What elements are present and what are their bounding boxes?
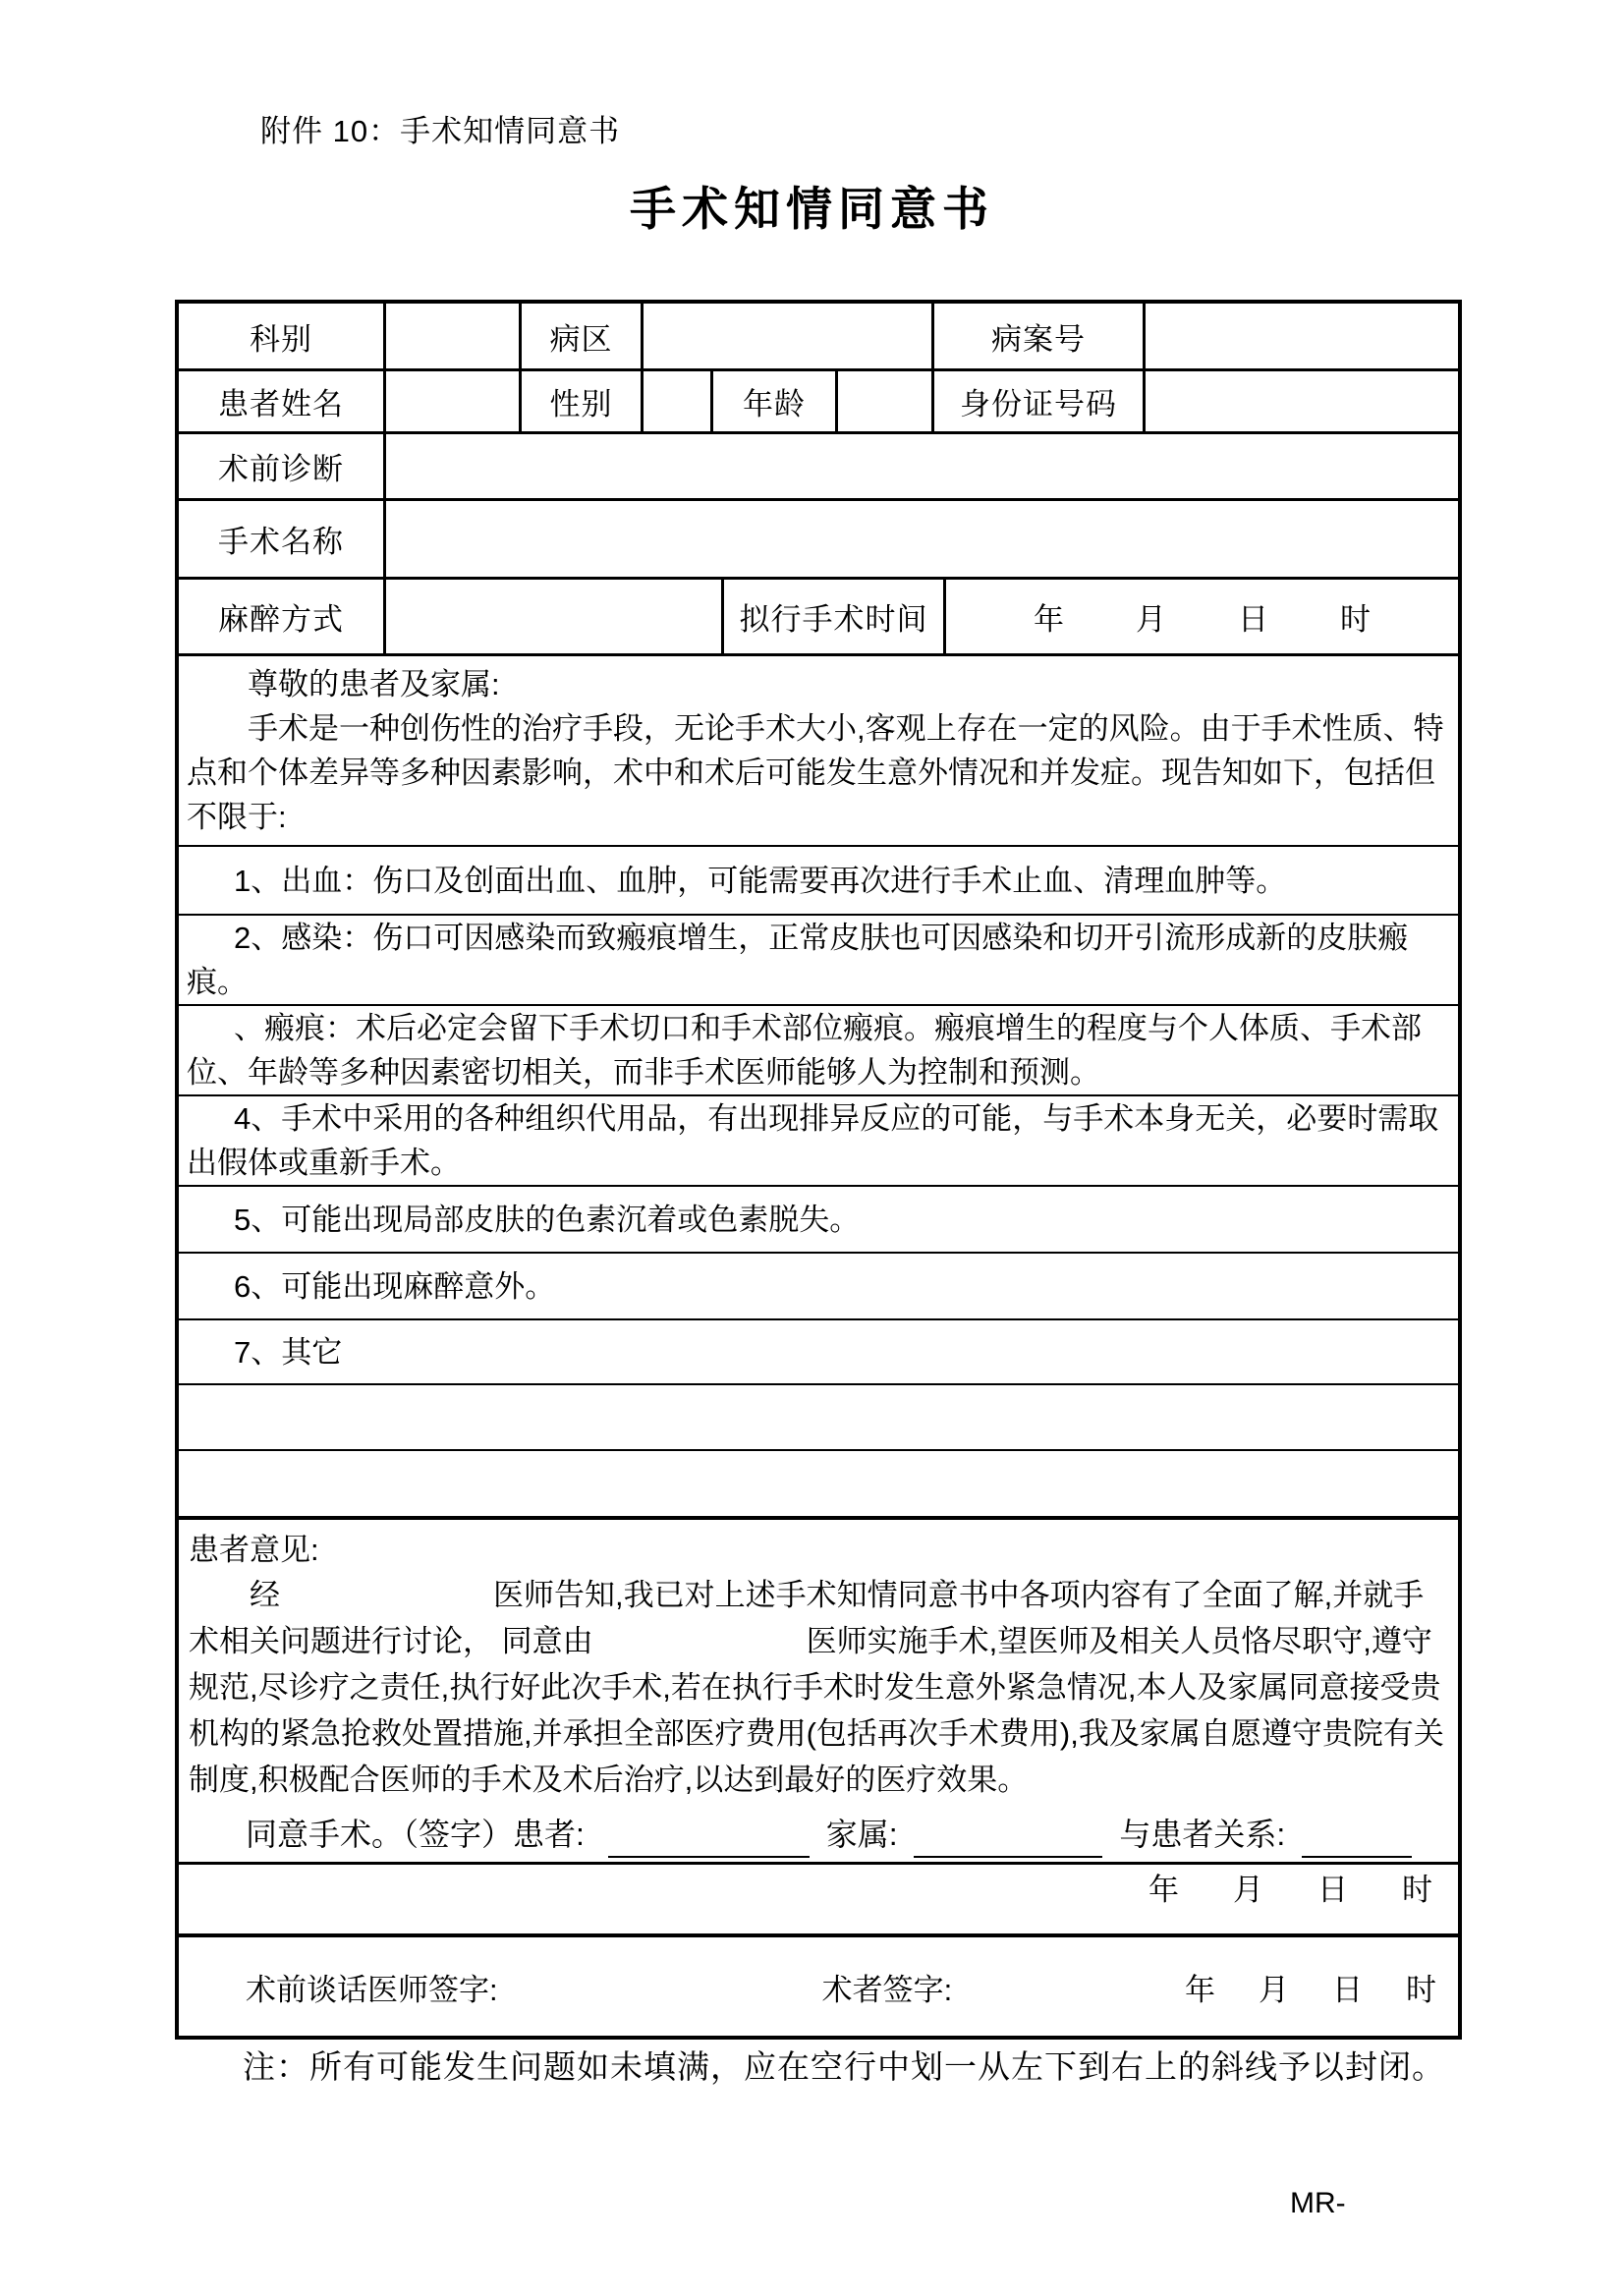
patient-name-input-cell[interactable] [383, 371, 519, 431]
hour-placeholder: 时 [1402, 1873, 1432, 1907]
attachment-label: 附件 10：手术知情同意书 [260, 114, 621, 148]
month-placeholder: 月 [1259, 1972, 1289, 2007]
risk-item-2: 2、感染：伤口可因感染而致瘢痕增生，正常皮肤也可因感染和切开引流形成新的皮肤瘢痕。 [187, 921, 1409, 999]
dept-label: 科别 [250, 321, 312, 357]
risk-item-row [179, 1004, 1458, 1094]
risk-item-row [179, 914, 1458, 1004]
anesthesia-label: 麻醉方式 [218, 602, 344, 637]
hour-placeholder: 时 [1406, 1972, 1436, 2007]
year-placeholder: 年 [1185, 1972, 1215, 2007]
row-patient-identity [179, 368, 1458, 431]
month-placeholder: 月 [1136, 602, 1166, 637]
risk-item-1: 1、出血：伤口及创面出血、血肿，可能需要再次进行手术止血、清理血肿等。 [234, 863, 1287, 898]
gender-input-cell[interactable] [641, 371, 710, 431]
notice-intro-paragraph: 手术是一种创伤性的治疗手段，无论手术大小,客观上存在一定的风险。由于手术性质、特点和个体差异等多种因素影响，术中和术后可能发生意外情况和并发症。现告知如下，包括但不限于: [187, 711, 1444, 834]
ward-input-cell[interactable] [641, 304, 931, 368]
consent-signature-line [246, 1811, 1448, 1858]
row-patient-opinion [179, 1516, 1458, 1862]
patient-signature-line[interactable] [608, 1819, 810, 1858]
empty-fill-cell-2[interactable] [179, 1451, 1458, 1516]
patient-name-label: 患者姓名 [218, 387, 344, 421]
row-surgery-name [179, 498, 1458, 577]
risk-item-3: 、瘢痕：术后必定会留下手术切口和手术部位瘢痕。瘢痕增生的程度与个人体质、手术部位、年龄等多种因素密切相关，而非手术医师能够人为控制和预测。 [187, 1011, 1422, 1090]
id-number-label: 身份证号码 [931, 371, 1143, 431]
ward-label: 病区 [519, 304, 641, 368]
empty-fill-row[interactable] [179, 1449, 1458, 1516]
patient-opinion-label: 患者意见: [189, 1533, 319, 1567]
notice-greeting: 尊敬的患者及家属: [248, 667, 500, 701]
hour-placeholder: 时 [1340, 602, 1371, 637]
gender-label: 性别 [519, 371, 641, 431]
risk-item-4: 4、手术中采用的各种组织代用品，有出现排异反应的可能，与手术本身无关，必要时需取出假体或重新手术。 [187, 1101, 1439, 1180]
consent-prefix: 同意手术。（签字）患者: [246, 1817, 585, 1852]
risk-item-5: 5、可能出现局部皮肤的色素沉着或色素脱失。 [234, 1202, 861, 1237]
risk-item-row [179, 845, 1458, 914]
surgery-name-label: 手术名称 [218, 525, 344, 559]
risk-item-6: 6、可能出现麻醉意外。 [234, 1268, 556, 1304]
footer-code: MR- [1290, 2187, 1346, 2219]
page-title: 手术知情同意书 [630, 183, 994, 235]
bottom-note: 注：所有可能发生问题如未填满，应在空行中划一从左下到右上的斜线予以封闭。 [243, 2048, 1445, 2085]
row-dept-ward-record [179, 304, 1458, 368]
day-placeholder: 日 [1238, 602, 1268, 637]
risk-item-row [179, 1318, 1458, 1383]
year-placeholder: 年 [1034, 602, 1064, 637]
row-notice-intro [179, 653, 1458, 845]
family-signature-line[interactable] [914, 1819, 1102, 1858]
patient-opinion-statement: 经 医师告知,我已对上述手术知情同意书中各项内容有了全面了解,并就手术相关问题进行讨论， 同意由 医师实施手术,望医师及相关人员恪尽职守,遵守规范,尽诊疗之责任,执行好此次手术,若在执行手术时发生意外紧急情况,本人及家属同意接受贵机构的紧急抢救处置措施,并承担全部医疗费用(包括再次手术费用),我及家属自愿遵守贵院有关制度,积极配合医师的手术及术后治疗,以达到最好的医疗效果。 [189, 1578, 1444, 1797]
day-placeholder: 日 [1332, 1972, 1363, 2007]
age-input-cell[interactable] [835, 371, 931, 431]
surgery-name-input-cell[interactable] [383, 501, 1458, 577]
day-placeholder: 日 [1317, 1873, 1348, 1907]
family-label: 家属: [825, 1817, 898, 1852]
row-anesthesia-time [179, 577, 1458, 653]
row-doctor-signatures [179, 1933, 1458, 2036]
planned-time-label: 拟行手术时间 [721, 580, 943, 653]
patient-opinion-cell [179, 1520, 1458, 1862]
planned-time-date-cell[interactable] [943, 580, 1458, 653]
risk-item-7: 7、其它 [234, 1334, 343, 1370]
id-number-input-cell[interactable] [1143, 371, 1458, 431]
empty-fill-row[interactable] [179, 1383, 1458, 1449]
relation-label: 与患者关系: [1119, 1817, 1286, 1852]
risk-item-row [179, 1252, 1458, 1318]
row-consent-date [179, 1862, 1458, 1933]
record-no-input-cell[interactable] [1143, 304, 1458, 368]
dept-input-cell[interactable] [383, 304, 519, 368]
row-preop-diagnosis [179, 431, 1458, 498]
preop-diagnosis-label: 术前诊断 [218, 452, 344, 486]
notice-intro-cell [179, 656, 1458, 845]
risk-item-row [179, 1094, 1458, 1185]
preop-doctor-signature-label: 术前谈话医师签字: [246, 1972, 498, 2007]
signoff-date-line [1185, 1965, 1458, 2009]
age-label: 年龄 [710, 371, 835, 431]
anesthesia-input-cell[interactable] [383, 580, 721, 653]
consent-form-table [175, 300, 1462, 2040]
preop-diagnosis-input-cell[interactable] [383, 434, 1458, 498]
month-placeholder: 月 [1233, 1873, 1263, 1907]
risk-item-row [179, 1185, 1458, 1252]
year-placeholder: 年 [1148, 1873, 1179, 1907]
surgeon-signature-label: 术者签字: [821, 1972, 953, 2007]
empty-fill-cell-1[interactable] [179, 1385, 1458, 1449]
record-no-label: 病案号 [931, 304, 1143, 368]
relation-fill-line[interactable] [1302, 1819, 1412, 1858]
